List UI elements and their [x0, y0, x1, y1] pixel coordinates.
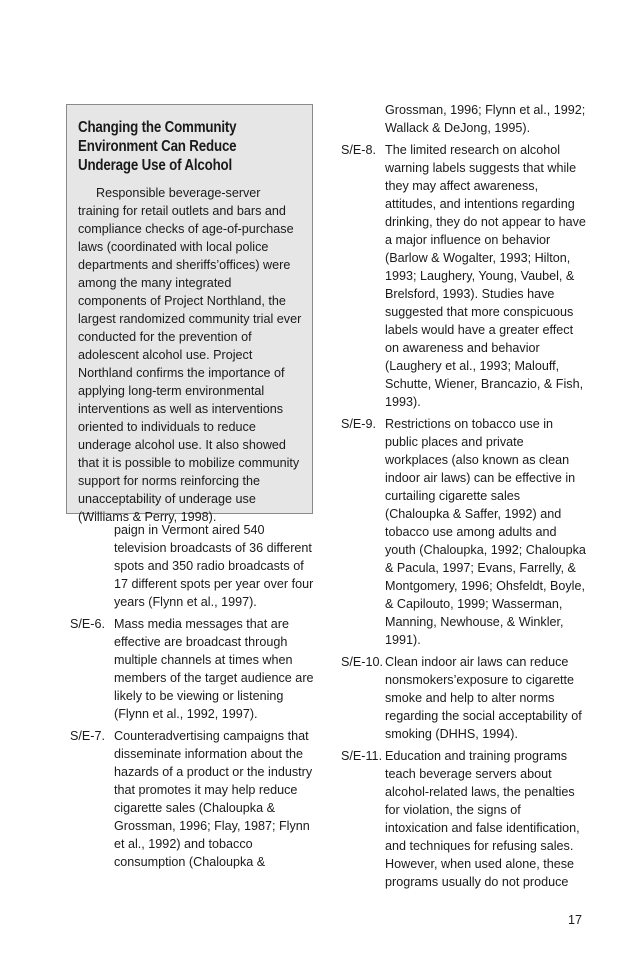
- sidebar-box: [66, 104, 313, 524]
- item-text: Counteradvertising campaigns that disseminate information about the hazards of a product or the industry that promotes it may help reduce cigarette sales (Chaloupka & Grossman, 1996; Flay, 1987; Flynn et al., 1992) and tobacco consumption (Chaloupka &: [114, 729, 313, 869]
- item-number: S/E-8.: [341, 143, 376, 157]
- list-item: [341, 415, 587, 649]
- sidebar-title: [78, 118, 310, 175]
- continuation-paragraph: paign in Vermont aired 540 television broadcasts of 36 different spots and 350 radio broadcasts of 17 different spots per year over four years (Flynn et al., 1997).: [114, 523, 314, 609]
- item-text: Education and training programs teach beverage servers about alcohol-related laws, the penalties for violation, the signs of intoxication and false identification, and techniques for refusing sales. However, when used alone, these programs usually do not produce: [385, 749, 580, 889]
- list-item: [341, 747, 587, 891]
- item-number: S/E-9.: [341, 417, 376, 431]
- sidebar-body: Responsible beverage-server training for retail outlets and bars and compliance checks of age-of-purchase laws (coordinated with local police departments and sheriffs’offices) were among the many integrated components of Project Northland, the largest randomized community trial ever conducted for the prevention of adolescent alcohol use. Project Northland confirms the importance of applying long-term environmental interventions as well as interventions oriented to individuals to reduce underage alcohol use. It also showed that it is possible to mobilize community support for norms reinforcing the unacceptability of underage use (Williams & Perry, 1998).: [78, 186, 302, 524]
- page-number: 17: [567, 913, 582, 927]
- list-item: [70, 727, 318, 871]
- item-text: Mass media messages that are effective are broadcast through multiple channels at times when members of the target audience are likely to be viewing or listening (Flynn et al., 1992, 1997).: [114, 617, 314, 721]
- item-number: S/E-11.: [341, 749, 383, 763]
- sidebar-title-line: Changing the Community: [78, 119, 237, 136]
- right-column: [341, 101, 587, 895]
- item-text: The limited research on alcohol warning labels suggests that while they may affect awareness, attitudes, and intentions regarding drinking, they do not appear to have a major influence on behavior (Barlow & Wogalter, 1993; Hilton, 1993; Laughery, Young, Vaubel, & Brelsford, 1993). Studies have suggested that more conspicuous labels would have a greater effect on awareness and behavior (Laughery et al., 1993; Malouff, Schutte, Wiener, Brancazio, & Fish, 1993).: [385, 143, 586, 409]
- item-number: S/E-6.: [70, 617, 105, 631]
- item-number: S/E-7.: [70, 729, 105, 743]
- left-column: [70, 521, 318, 875]
- sidebar-title-line: Environment Can Reduce: [78, 138, 237, 155]
- list-item: [341, 141, 587, 411]
- list-item: [341, 653, 587, 743]
- continuation-paragraph: Grossman, 1996; Flynn et al., 1992; Wallack & DeJong, 1995).: [385, 103, 586, 135]
- item-text: Restrictions on tobacco use in public places and private workplaces (also known as clean indoor air laws) can be effective in curtailing cigarette sales (Chaloupka & Saffer, 1992) and tobacco use among adults and youth (Chaloupka, 1992; Chaloupka & Pacula, 1997; Evans, Farrelly, & Montgomery, 1996; Ohsfeldt, Boyle, & Capilouto, 1999; Wasserman, Manning, Newhouse, & Winkler, 1991).: [385, 417, 586, 647]
- item-number: S/E-10.: [341, 655, 383, 669]
- list-item: [70, 615, 318, 723]
- item-text: Clean indoor air laws can reduce nonsmokers’exposure to cigarette smoke and help to alter norms regarding the social acceptability of smoking (DHHS, 1994).: [385, 655, 582, 741]
- sidebar-title-line: Underage Use of Alcohol: [78, 157, 233, 174]
